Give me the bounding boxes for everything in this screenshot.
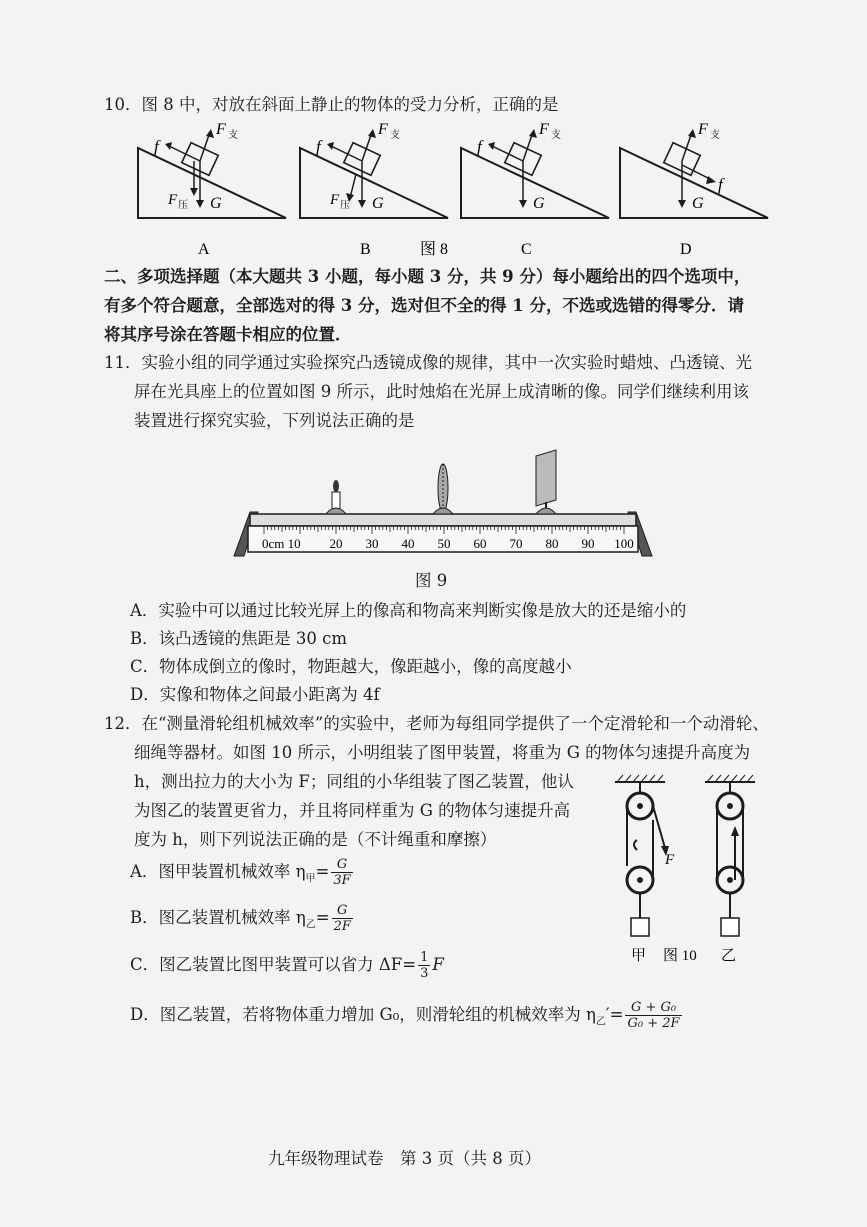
page-footer: 九年级物理试卷 第 3 页（共 8 页）	[268, 1149, 541, 1168]
ruler-label: 90	[581, 536, 595, 551]
section2-line3: 将其序号涂在答题卡相应的位置．	[104, 325, 352, 344]
svg-text:支: 支	[228, 130, 238, 141]
q12-option-b: B．图乙装置机械效率 $\eta_乙=$ $\frac{G}{2F}$	[130, 903, 351, 934]
q11-option-d: D．实像和物体之间最小距离为 4f	[130, 685, 380, 704]
ruler-label: 0cm 10	[262, 536, 301, 551]
panel-d-label: D	[680, 241, 692, 258]
svg-text:F: F	[539, 121, 549, 138]
ruler-label: 30	[365, 536, 379, 551]
pulley-setup-yi	[717, 782, 743, 964]
section2-line2: 有多个符合题意，全部选对的得 3 分，选对但不全的得 1 分，不选或选错的得零分．请	[104, 296, 744, 315]
pulley-setup-jia	[627, 782, 675, 964]
svg-text:F: F	[330, 192, 340, 208]
panel-d	[620, 121, 768, 258]
candle	[326, 480, 346, 514]
svg-text:f: f	[477, 137, 482, 156]
section2-line1: 二、多项选择题（本大题共 3 小题，每小题 3 分，共 9 分）每小题给出的四个选项中，	[104, 267, 751, 286]
panel-c	[461, 121, 609, 258]
panel-c-label: C	[521, 241, 532, 258]
panel-a-label: A	[198, 241, 210, 258]
svg-text:G: G	[210, 195, 222, 212]
figure-10-pulleys	[605, 770, 765, 970]
figure-9-caption: 图 9	[415, 571, 448, 590]
ruler-label: 80	[545, 536, 559, 551]
svg-text:f: f	[316, 137, 321, 156]
q12-option-d: D．图乙装置，若将物体重力增加 G₀，则滑轮组的机械效率为 $\eta_乙'=$ $\frac{\text{G + G₀}}{\text{G₀ + 2F}}$	[130, 1000, 680, 1031]
light-screen	[536, 450, 556, 514]
q12-line3: h，测出拉力的大小为 F；同组的小华组装了图乙装置，他认	[134, 772, 574, 791]
q11-option-a: A．实验中可以通过比较光屏上的像高和物高来判断实像是放大的还是缩小的	[130, 601, 687, 620]
q12-line4: 为图乙的装置更省力，并且将同样重为 G 的物体匀速提升高	[134, 801, 571, 820]
svg-text:F: F	[168, 192, 178, 208]
svg-text:压: 压	[178, 200, 188, 211]
q12-line2: 细绳等器材。如图 10 所示，小明组装了图甲装置，将重为 G 的物体匀速提升高度为	[134, 743, 751, 762]
svg-text:G: G	[533, 195, 545, 212]
svg-text:支: 支	[551, 130, 561, 141]
svg-text:F: F	[216, 121, 226, 138]
svg-text:甲: 甲	[631, 948, 647, 964]
ruler-label: 20	[329, 536, 343, 551]
q11-line3: 装置进行探究实验，下列说法正确的是	[134, 411, 415, 430]
ruler-label: 40	[401, 536, 415, 551]
figure-8-caption: 图 8	[420, 241, 449, 258]
q11-line1: 11．实验小组的同学通过实验探究凸透镜成像的规律，其中一次实验时蜡烛、凸透镜、光	[104, 353, 752, 372]
q12-line1: 12．在“测量滑轮组机械效率”的实验中，老师为每组同学提供了一个定滑轮和一个动滑轮、	[104, 714, 769, 733]
svg-text:F: F	[698, 121, 708, 138]
q12-option-a: A．图甲装置机械效率 $\eta_甲=$ $\frac{G}{3F}$	[130, 857, 351, 888]
svg-text:F: F	[665, 852, 675, 868]
svg-text:支: 支	[390, 130, 400, 141]
q11-option-b: B．该凸透镜的焦距是 30 cm	[130, 629, 347, 648]
svg-text:压: 压	[340, 200, 350, 211]
figure-9-optical-bench	[228, 440, 658, 565]
svg-text:乙: 乙	[721, 948, 737, 964]
svg-text:F: F	[378, 121, 388, 138]
svg-text:支: 支	[710, 130, 720, 141]
q12-line5: 度为 h，则下列说法正确的是（不计绳重和摩擦）	[134, 830, 497, 849]
figure-8	[128, 118, 778, 263]
q11-option-c: C．物体成倒立的像时，物距越大，像距越小，像的高度越小	[130, 657, 572, 676]
ruler-label: 100	[614, 536, 634, 551]
q10-stem: 10．图 8 中，对放在斜面上静止的物体的受力分析，正确的是	[104, 95, 559, 114]
ruler-label: 50	[437, 536, 451, 551]
svg-text:G: G	[372, 195, 384, 212]
q12-option-c: C．图乙装置比图甲装置可以省力 ΔF= $\frac{1}{3}$ F	[130, 950, 444, 981]
convex-lens	[433, 464, 453, 514]
panel-b	[300, 121, 448, 258]
panel-b-label: B	[360, 241, 371, 258]
ruler-label: 70	[509, 536, 523, 551]
svg-text:f: f	[718, 175, 723, 194]
q11-line2: 屏在光具座上的位置如图 9 所示，此时烛焰在光屏上成清晰的像。同学们继续利用该	[134, 382, 749, 401]
svg-text:G: G	[692, 195, 704, 212]
figure-10-caption: 图 10	[663, 948, 697, 964]
panel-a	[138, 121, 286, 258]
ruler-label: 60	[473, 536, 487, 551]
force-f-label: f	[154, 137, 159, 156]
